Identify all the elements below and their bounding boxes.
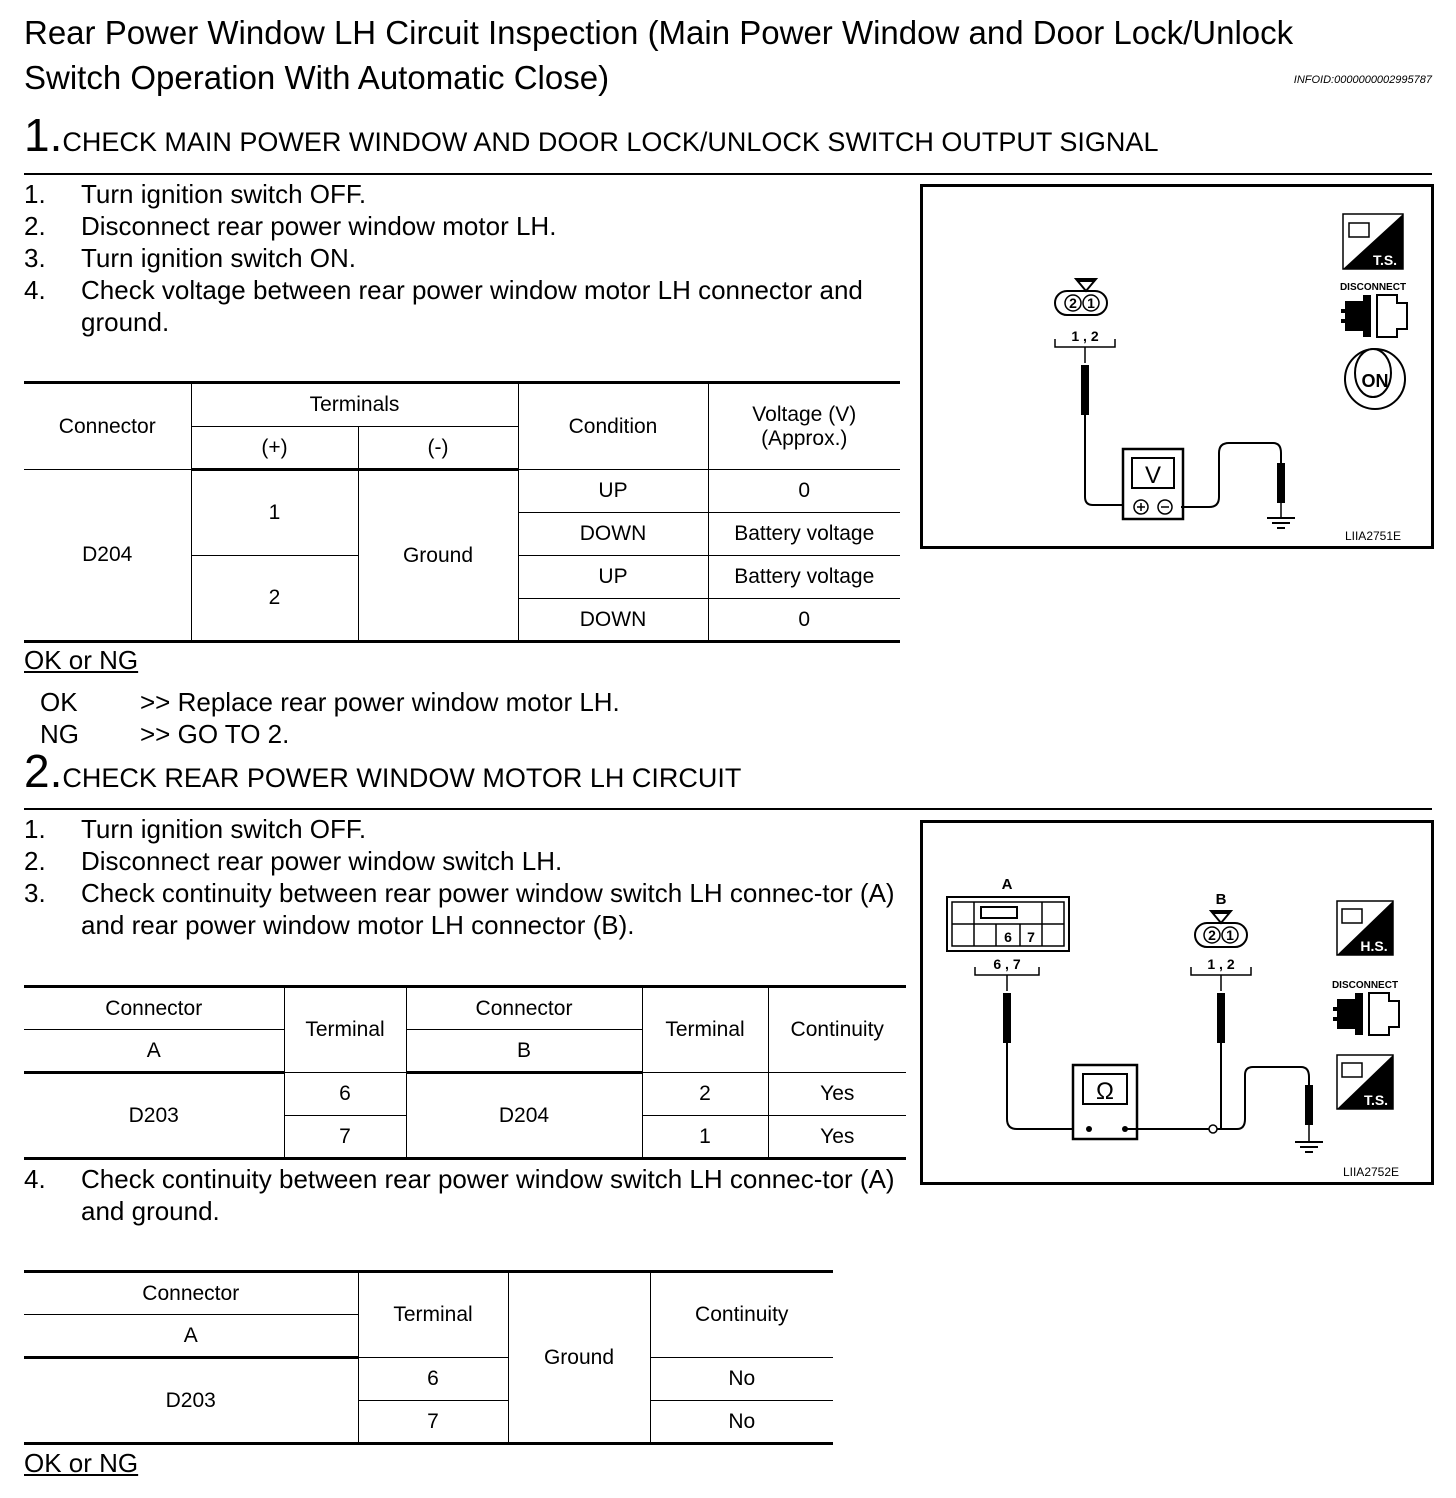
positive-probe-icon bbox=[1081, 365, 1089, 415]
header-terminal-a: Terminal bbox=[284, 987, 406, 1073]
step-1-instructions bbox=[24, 178, 909, 338]
header-b: B bbox=[406, 1030, 642, 1073]
voltage-cell: 0 bbox=[708, 470, 900, 513]
step-2-heading bbox=[24, 744, 741, 798]
instruction-item: 2. Disconnect rear power window motor LH. bbox=[24, 211, 557, 241]
header-terminal: Terminal bbox=[358, 1272, 508, 1358]
header-continuity: Continuity bbox=[768, 987, 906, 1073]
ground-cell: Ground bbox=[508, 1272, 650, 1444]
motor-connector-icon bbox=[1195, 911, 1247, 947]
terminal-cell: 2 bbox=[191, 556, 358, 642]
ts-icon bbox=[1343, 214, 1403, 269]
ground-cell: Ground bbox=[358, 470, 518, 642]
connector-cell: D204 bbox=[24, 470, 191, 642]
voltage-check-diagram bbox=[923, 187, 1431, 546]
probe-b-label: 1 , 2 bbox=[1207, 956, 1235, 972]
step-1-results bbox=[40, 686, 620, 750]
svg-text:7: 7 bbox=[1027, 929, 1035, 945]
ignition-on-icon bbox=[1345, 349, 1405, 409]
ground-icon bbox=[1295, 1142, 1323, 1152]
continuity-cell: No bbox=[650, 1358, 833, 1401]
ground-probe-icon bbox=[1305, 1085, 1313, 1125]
instruction-item: 2. Disconnect rear power window switch LH. bbox=[24, 846, 563, 876]
terminal-cell: 1 bbox=[191, 470, 358, 556]
terminal-b-cell: 2 bbox=[642, 1073, 768, 1116]
step-1-heading bbox=[24, 108, 1158, 162]
svg-text:1: 1 bbox=[1226, 927, 1234, 943]
condition-cell: DOWN bbox=[518, 513, 708, 556]
hs-icon bbox=[1337, 901, 1393, 955]
condition-cell: DOWN bbox=[518, 599, 708, 642]
step-2-rule bbox=[24, 808, 1432, 810]
step-2-ground-table bbox=[24, 1270, 833, 1445]
page-title bbox=[24, 10, 1293, 100]
motor-connector-icon bbox=[1055, 279, 1107, 315]
svg-text:Ω: Ω bbox=[1096, 1078, 1114, 1105]
step-2-instructions bbox=[24, 813, 909, 941]
step-2-ok-ng-label: OK or NG bbox=[24, 1448, 139, 1478]
svg-text:T.S.: T.S. bbox=[1363, 1092, 1389, 1108]
info-id: INFOID:0000000002995787 bbox=[1293, 74, 1432, 86]
result-ok: OK >> Replace rear power window motor LH. bbox=[40, 687, 620, 717]
voltage-check-figure bbox=[920, 184, 1434, 549]
svg-text:V: V bbox=[1144, 462, 1162, 489]
svg-text:T.S.: T.S. bbox=[1372, 252, 1398, 268]
terminal-a-cell: 7 bbox=[284, 1116, 406, 1159]
header-condition: Condition bbox=[518, 383, 708, 470]
svg-text:2: 2 bbox=[1069, 295, 1077, 311]
figure-id: LIIA2751E bbox=[1344, 529, 1402, 543]
continuity-cell: No bbox=[650, 1401, 833, 1444]
continuity-check-figure bbox=[920, 820, 1434, 1185]
terminal-cell: 6 bbox=[358, 1358, 508, 1401]
instruction-item: 3. Turn ignition switch ON. bbox=[24, 243, 357, 273]
step-2-number: 2. bbox=[24, 745, 63, 797]
voltage-cell: Battery voltage bbox=[708, 556, 900, 599]
header-plus: (+) bbox=[191, 427, 358, 470]
step-1-rule bbox=[24, 173, 1432, 175]
header-voltage: Voltage (V) (Approx.) bbox=[708, 383, 900, 470]
terminal-b-cell: 1 bbox=[642, 1116, 768, 1159]
condition-cell: UP bbox=[518, 556, 708, 599]
svg-text:1: 1 bbox=[1087, 295, 1095, 311]
header-connector: Connector bbox=[24, 1272, 358, 1315]
instruction-item: 4. Check continuity between rear power window switch LH connec-tor (A) and ground. bbox=[24, 1164, 895, 1226]
connector-a-label: A bbox=[1001, 876, 1013, 893]
header-connector-a: Connector bbox=[24, 987, 284, 1030]
instruction-item: 1. Turn ignition switch OFF. bbox=[24, 814, 367, 844]
disconnect-icon bbox=[1341, 295, 1407, 337]
header-terminal-b: Terminal bbox=[642, 987, 768, 1073]
step-1-number: 1. bbox=[24, 109, 63, 161]
terminal-cell: 7 bbox=[358, 1401, 508, 1444]
continuity-cell: Yes bbox=[768, 1073, 906, 1116]
voltage-cell: Battery voltage bbox=[708, 513, 900, 556]
instruction-item: 1. Turn ignition switch OFF. bbox=[24, 179, 367, 209]
svg-text:2: 2 bbox=[1208, 927, 1216, 943]
svg-text:6: 6 bbox=[1004, 929, 1012, 945]
header-minus: (-) bbox=[358, 427, 518, 470]
title-line-1: Rear Power Window LH Circuit Inspection (Main Power Window and Door Lock/Unlock bbox=[24, 14, 1294, 51]
connector-b-label: B bbox=[1215, 891, 1227, 908]
switch-connector-icon bbox=[947, 897, 1069, 951]
figure-id: LIIA2752E bbox=[1342, 1165, 1400, 1179]
svg-text:H.S.: H.S. bbox=[1360, 938, 1388, 954]
step-1-voltage-table bbox=[24, 381, 900, 643]
continuity-cell: Yes bbox=[768, 1116, 906, 1159]
step-2-title: CHECK REAR POWER WINDOW MOTOR LH CIRCUIT bbox=[62, 763, 742, 793]
header-connector: Connector bbox=[24, 383, 191, 470]
header-continuity: Continuity bbox=[650, 1272, 833, 1358]
disconnect-label: DISCONNECT bbox=[1339, 282, 1407, 293]
ts-icon bbox=[1337, 1055, 1393, 1109]
header-a: A bbox=[24, 1030, 284, 1073]
title-line-2: Switch Operation With Automatic Close) bbox=[24, 59, 610, 96]
connector-a-cell: D203 bbox=[24, 1073, 284, 1159]
disconnect-label: DISCONNECT bbox=[1331, 980, 1399, 991]
negative-probe-icon bbox=[1277, 463, 1285, 503]
step-2-continuity-table bbox=[24, 985, 906, 1160]
probe-label: 1 , 2 bbox=[1071, 328, 1099, 344]
continuity-check-diagram bbox=[923, 823, 1431, 1182]
instruction-item: 4. Check voltage between rear power window motor LH connector and ground. bbox=[24, 275, 863, 337]
step-1-ok-ng-label: OK or NG bbox=[24, 645, 139, 675]
step-1-title: CHECK MAIN POWER WINDOW AND DOOR LOCK/UNLOCK SWITCH OUTPUT SIGNAL bbox=[62, 127, 1159, 157]
step-2-instruction-4 bbox=[24, 1163, 909, 1227]
instruction-item: 3. Check continuity between rear power window switch LH connec-tor (A) and rear power window motor LH connector (B). bbox=[24, 878, 895, 940]
condition-cell: UP bbox=[518, 470, 708, 513]
probe-a-icon bbox=[1003, 993, 1011, 1043]
header-connector-b: Connector bbox=[406, 987, 642, 1030]
result-ng: NG >> GO TO 2. bbox=[40, 719, 290, 749]
probe-a-label: 6 , 7 bbox=[993, 956, 1021, 972]
header-terminals: Terminals bbox=[191, 383, 518, 427]
voltage-cell: 0 bbox=[708, 599, 900, 642]
header-a: A bbox=[24, 1315, 358, 1358]
connector-cell: D203 bbox=[24, 1358, 358, 1444]
ground-icon bbox=[1267, 518, 1295, 528]
terminal-a-cell: 6 bbox=[284, 1073, 406, 1116]
probe-b-icon bbox=[1217, 993, 1225, 1043]
disconnect-icon bbox=[1333, 993, 1399, 1035]
connector-b-cell: D204 bbox=[406, 1073, 642, 1159]
svg-text:ON: ON bbox=[1361, 371, 1389, 391]
